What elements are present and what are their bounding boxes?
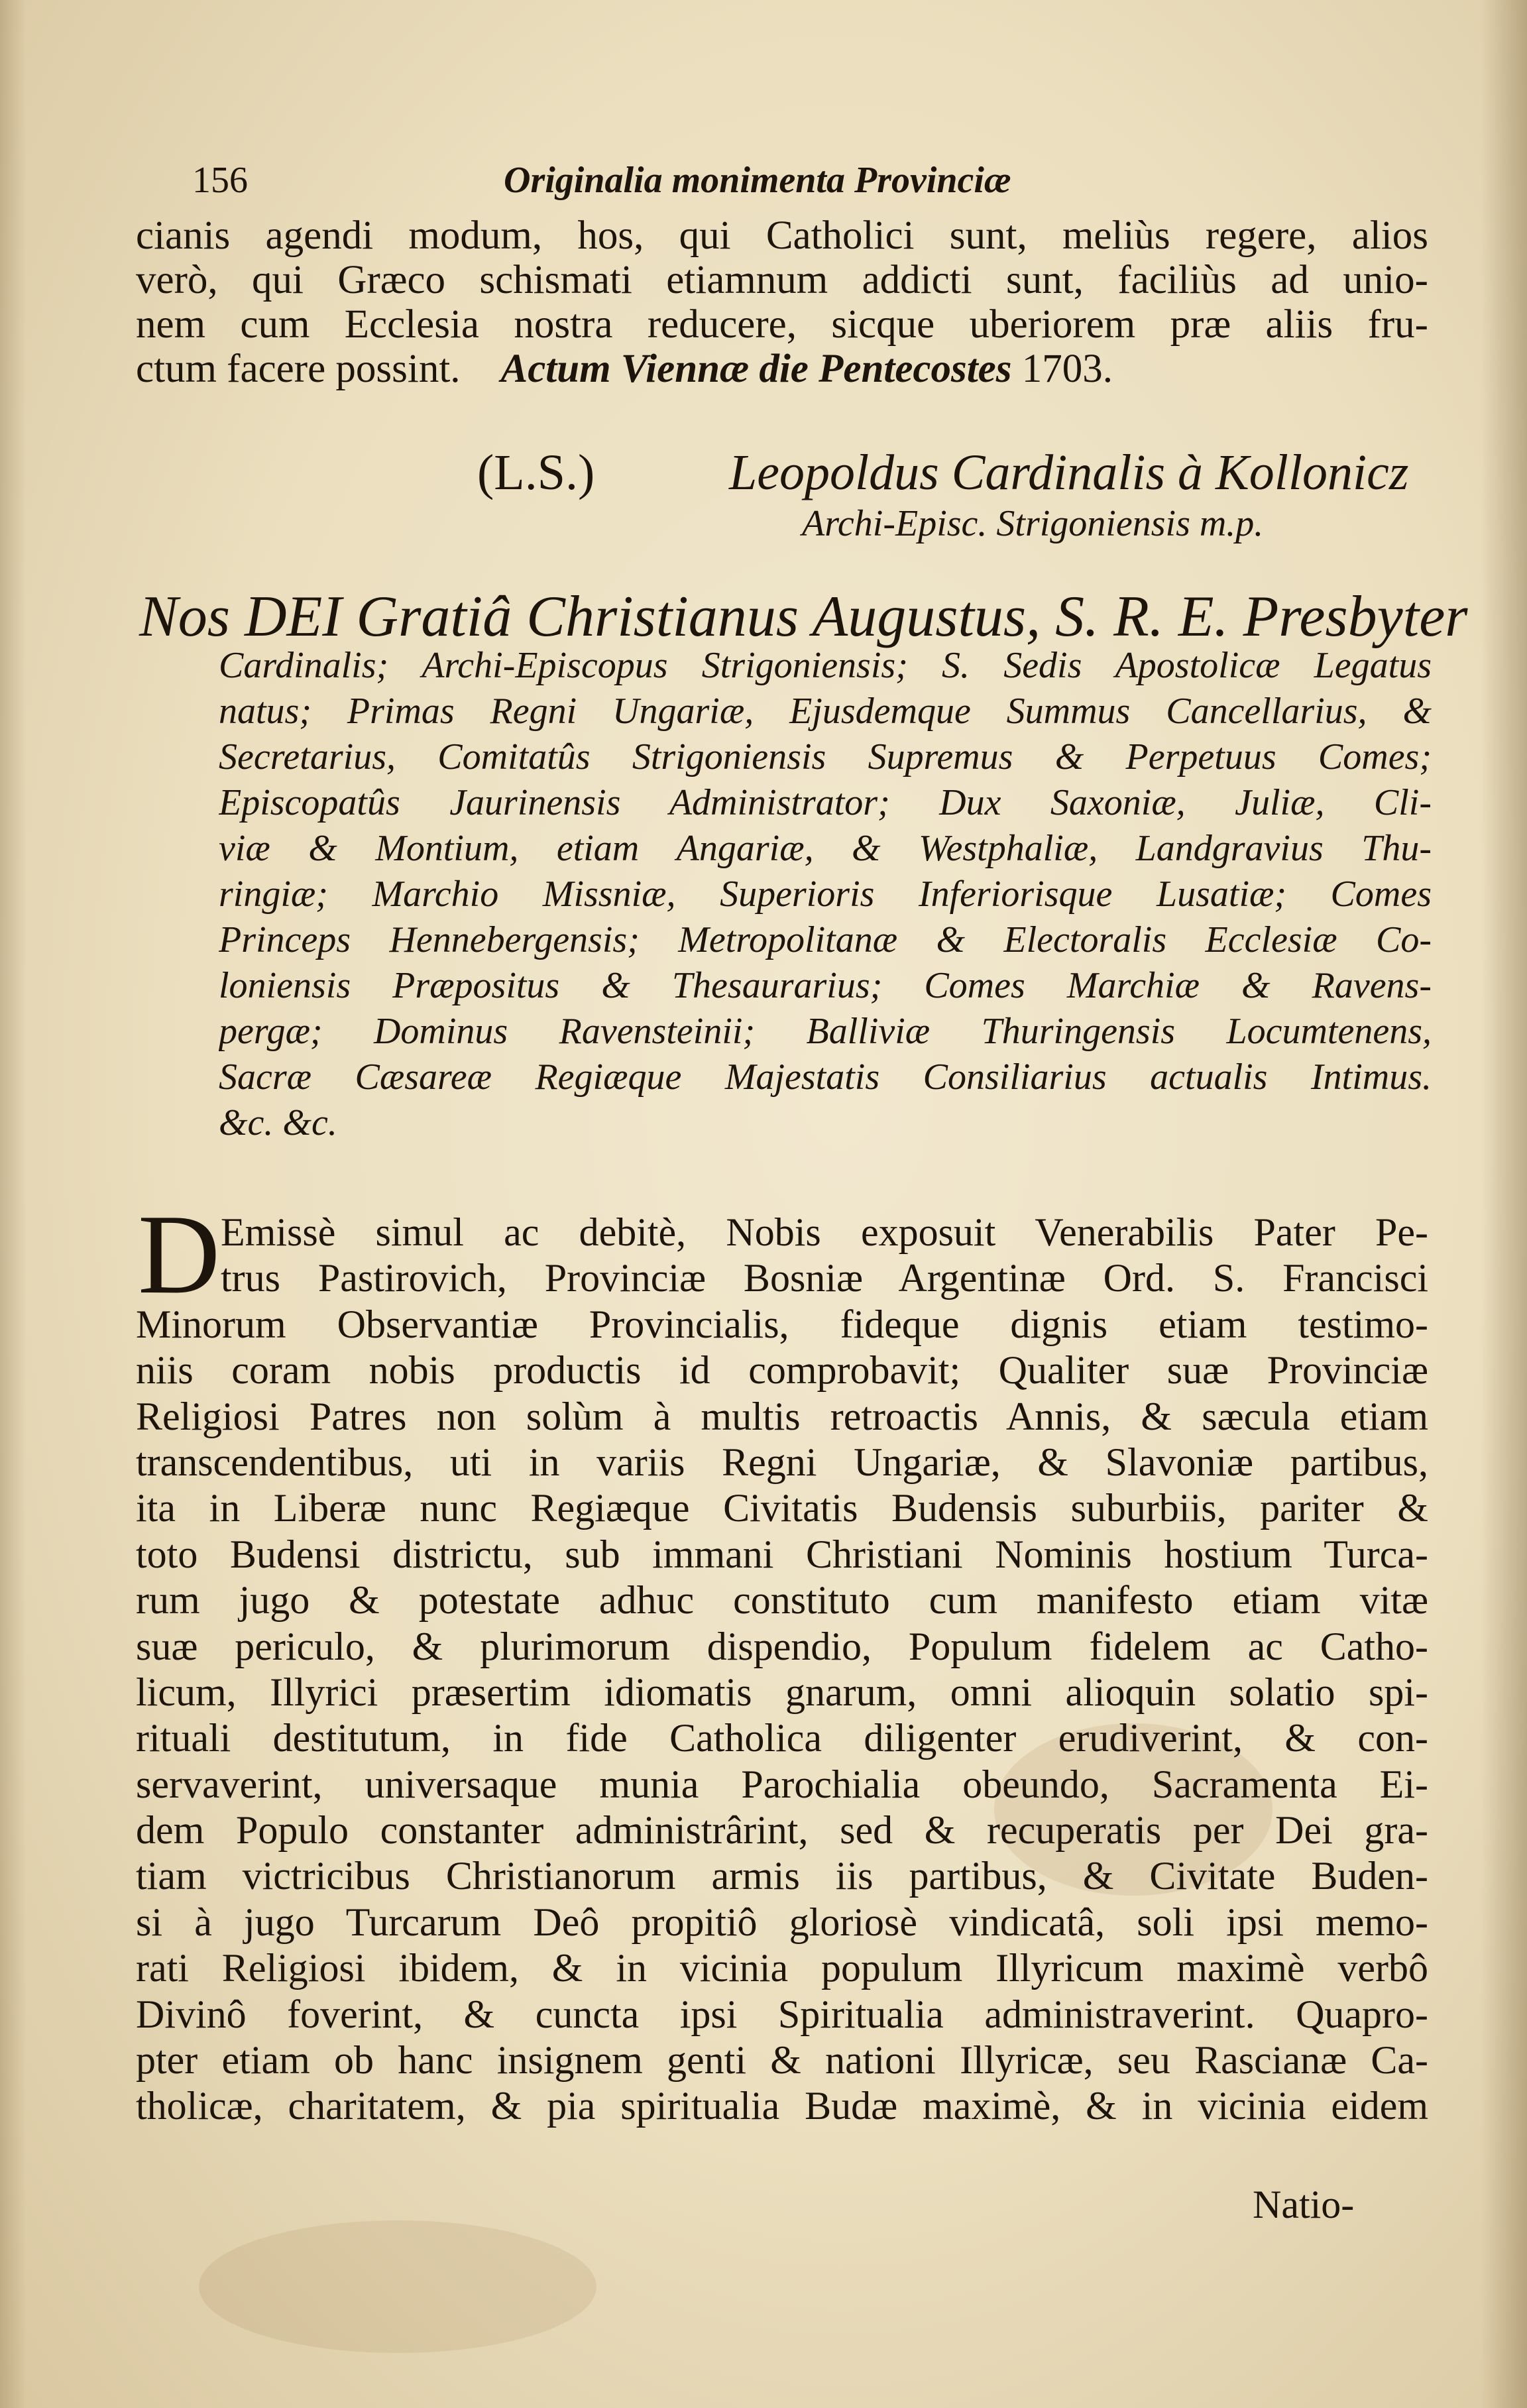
catchword: Natio- (1253, 2183, 1355, 2226)
title-line: viæ & Montium, etiam Angariæ, & Westphaliæ, Landgravius Thu- (219, 828, 1432, 869)
body-line: Minorum Observantiæ Provincialis, fideque dignis etiam testimo- (136, 1302, 1428, 1346)
title-line: natus; Primas Regni Ungariæ, Ejusdemque Summus Cancellarius, & (219, 691, 1432, 732)
body-line: rati Religiosi ibidem, & in vicinia populum Illyricum maximè verbô (136, 1946, 1428, 1990)
running-head: Originalia monimenta Provinciæ (504, 160, 1011, 201)
body-paragraph (136, 1192, 1428, 2130)
drop-cap-initial: D (138, 1192, 221, 1318)
body-line: trus Pastirovich, Provinciæ Bosniæ Argentinæ Ord. S. Francisci (221, 1256, 1428, 1300)
title-line: loniensis Præpositus & Thesaurarius; Comes Marchiæ & Ravens- (219, 965, 1432, 1006)
body-line: ita in Liberæ nunc Regiæque Civitatis Budensis suburbiis, pariter & (136, 1486, 1428, 1530)
title-line: pergæ; Dominus Ravensteinii; Balliviæ Thuringensis Locumtenens, (219, 1011, 1432, 1052)
body-line: si à jugo Turcarum Deô propitiô gloriosè vindicatâ, soli ipsi memo- (136, 1900, 1428, 1944)
title-line: Secretarius, Comitatûs Strigoniensis Supremus & Perpetuus Comes; (219, 736, 1432, 777)
titulus-heading: Nos DEI Gratiâ Christianus Augustus, S. R. E. Presbyter (139, 585, 1468, 649)
body-line: Emissè simul ac debitè, Nobis exposuit Venerabilis Pater Pe- (221, 1210, 1428, 1254)
seal-mark: (L.S.) (477, 445, 595, 500)
text-line: nem cum Ecclesia nostra reducere, sicque uberiorem præ aliis fru- (136, 302, 1428, 347)
text-line-dated (136, 347, 1428, 391)
closing-text: ctum facere possint. (136, 347, 461, 391)
title-line: Episcopatûs Jaurinensis Administrator; Dux Saxoniæ, Juliæ, Cli- (219, 782, 1432, 823)
body-line: niis coram nobis productis id comprobavit; Qualiter suæ Provinciæ (136, 1348, 1428, 1393)
acta-phrase: Actum Viennæ die Pentecostes (500, 347, 1012, 391)
year: 1703. (1021, 347, 1113, 391)
title-line: Sacræ Cæsareæ Regiæque Majestatis Consiliarius actualis Intimus. (219, 1057, 1432, 1098)
title-line: Princeps Hennebergensis; Metropolitanæ & Electoralis Ecclesiæ Co- (219, 919, 1432, 960)
title-line: ringiæ; Marchio Missniæ, Superioris Inferiorisque Lusatiæ; Comes (219, 874, 1432, 915)
signer-name: Leopoldus Cardinalis à Kollonicz (729, 445, 1409, 500)
body-line: tiam victricibus Christianorum armis iis partibus, & Civitate Buden- (136, 1854, 1428, 1898)
body-line: licum, Illyrici præsertim idiomatis gnarum, omni alioquin solatio spi- (136, 1670, 1428, 1714)
page-shadow-right (1481, 0, 1527, 2408)
page-number: 156 (192, 160, 248, 201)
body-line: pter etiam ob hanc insignem genti & nationi Illyricæ, seu Rascianæ Ca- (136, 2038, 1428, 2083)
body-line: servaverint, universaque munia Parochialia obeundo, Sacramenta Ei- (136, 1762, 1428, 1806)
paper-stain (199, 2220, 596, 2353)
body-line: transcendentibus, uti in variis Regni Ungariæ, & Slavoniæ partibus, (136, 1440, 1428, 1484)
signature-row (477, 444, 1438, 504)
title-line: Cardinalis; Archi-Episcopus Strigoniensis; S. Sedis Apostolicæ Legatus (219, 645, 1432, 686)
body-line: suæ periculo, & plurimorum dispendio, Populum fidelem ac Catho- (136, 1624, 1428, 1668)
body-line: rituali destitutum, in fide Catholica diligenter erudiverint, & con- (136, 1716, 1428, 1760)
body-line: Divinô foverint, & cuncta ipsi Spiritualia administraverint. Quapro- (136, 1992, 1428, 2036)
body-line: dem Populo constanter administrârint, sed & recuperatis per Dei gra- (136, 1808, 1428, 1853)
letter-conclusion (136, 213, 1428, 391)
page-shadow-left (0, 0, 27, 2408)
body-line: Religiosi Patres non solùm à multis retroactis Annis, & sæcula etiam (136, 1394, 1428, 1438)
text-line: verò, qui Græco schismati etiamnum addicti sunt, faciliùs ad unio- (136, 258, 1428, 302)
body-line: rum jugo & potestate adhuc constituto cum manifesto etiam vitæ (136, 1578, 1428, 1623)
signer-title: Archi-Episc. Strigoniensis m.p. (802, 503, 1264, 544)
body-line: tholicæ, charitatem, & pia spiritualia Budæ maximè, & in vicinia eidem (136, 2084, 1428, 2128)
text-line: cianis agendi modum, hos, qui Catholici sunt, meliùs regere, alios (136, 213, 1428, 258)
titulus-titles (219, 643, 1432, 1146)
title-line: &c. &c. (219, 1102, 337, 1143)
body-line: toto Budensi districtu, sub immani Christiani Nominis hostium Turca- (136, 1532, 1428, 1576)
page-header (192, 159, 1385, 212)
